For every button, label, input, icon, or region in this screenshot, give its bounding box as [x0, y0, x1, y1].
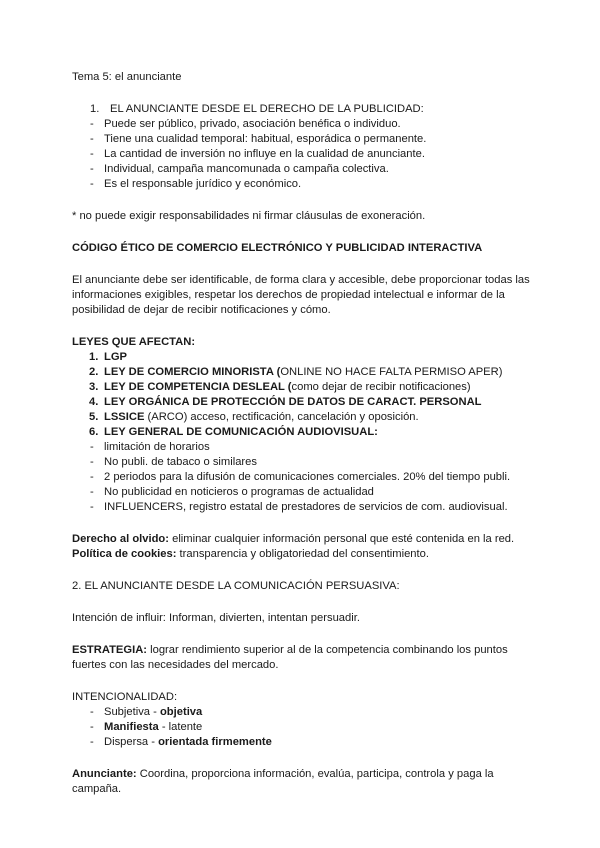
anunciante-paragraph	[72, 767, 532, 797]
list-item: - No publicidad en noticieros o programas de actualidad	[72, 485, 532, 500]
item-part-b: - latente	[158, 721, 203, 733]
item-part-a: Dispersa -	[104, 736, 159, 748]
ley-name: LEY GENERAL DE COMUNICACIÓN AUDIOVISUAL:	[104, 426, 378, 438]
ley-number: 5.	[89, 411, 99, 423]
ley-item	[72, 380, 532, 395]
ley-item	[72, 395, 532, 410]
politica-cookies-text: transparencia y obligatoriedad del consentimiento.	[176, 548, 429, 560]
section-1-number: 1.	[90, 103, 100, 115]
document-page	[72, 70, 532, 797]
ley-item	[72, 365, 532, 380]
ley-item	[72, 410, 532, 425]
item-part-a: Subjetiva -	[104, 706, 160, 718]
ley-detail: como dejar de recibir notificaciones)	[291, 381, 471, 393]
estrategia-label: ESTRATEGIA:	[72, 644, 147, 656]
list-item: - limitación de horarios	[72, 440, 532, 455]
politica-cookies-label: Política de cookies:	[72, 548, 177, 560]
list-item	[72, 735, 532, 750]
list-item: - La cantidad de inversión no influye en la cualidad de anunciante.	[72, 147, 532, 162]
ley-name: LEY DE COMPETENCIA DESLEAL (	[104, 381, 292, 393]
ley-number: 2.	[89, 366, 99, 378]
list-item: - Es el responsable jurídico y económico.	[72, 177, 532, 192]
ley-item	[72, 425, 532, 440]
estrategia-paragraph	[72, 643, 532, 673]
list-item: - No publi. de tabaco o similares	[72, 455, 532, 470]
item-part-b: orientada firmemente	[158, 736, 272, 748]
code-heading: CÓDIGO ÉTICO DE COMERCIO ELECTRÓNICO Y PUBLICIDAD INTERACTIVA	[72, 242, 483, 254]
section-2-heading: 2. EL ANUNCIANTE DESDE LA COMUNICACIÓN PERSUASIVA:	[72, 580, 400, 592]
list-item: - INFLUENCERS, registro estatal de prestadores de servicios de com. audiovisual.	[72, 500, 532, 515]
anunciante-derecho-list	[72, 117, 532, 192]
item-part-b: objetiva	[159, 706, 203, 718]
list-item: - Individual, campaña mancomunada o campaña colectiva.	[72, 162, 532, 177]
anunciante-text: Coordina, proporciona información, evalúa, participa, controla y paga la campaña.	[72, 768, 494, 795]
ley-name: LEY DE COMERCIO MINORISTA (	[104, 366, 281, 378]
ley-number: 1.	[89, 351, 99, 363]
audiovisual-list	[72, 440, 532, 515]
ley-name: LEY ORGÁNICA DE PROTECCIÓN DE DATOS DE CARACT. PERSONAL	[104, 396, 482, 408]
section-1-text: EL ANUNCIANTE DESDE EL DERECHO DE LA PUBLICIDAD:	[110, 103, 424, 115]
ley-name: LSSICE	[104, 411, 145, 423]
estrategia-text: lograr rendimiento superior al de la competencia combinando los puntos fuertes con las necesidades del mercado.	[72, 644, 508, 671]
ley-name: LGP	[104, 351, 127, 363]
ley-number: 3.	[89, 381, 99, 393]
derecho-olvido-text: eliminar cualquier información personal que esté contenida en la red.	[168, 533, 515, 545]
code-paragraph: El anunciante debe ser identificable, de forma clara y accesible, debe proporcionar todas las informaciones exigibles, respetar los derechos de propiedad intelectual e informar de la posibilidad de dejar de recibir notificaciones y cómo.	[72, 274, 530, 316]
section-1-heading	[72, 102, 532, 117]
doc-title: Tema 5: el anunciante	[72, 71, 182, 83]
derecho-olvido-label: Derecho al olvido:	[72, 533, 169, 545]
derecho-olvido	[72, 532, 532, 547]
list-item	[72, 720, 532, 735]
ley-number: 4.	[89, 396, 99, 408]
leyes-list	[72, 350, 532, 440]
item-part-a: Manifiesta	[104, 721, 159, 733]
list-item: - 2 periodos para la difusión de comunicaciones comerciales. 20% del tiempo publi.	[72, 470, 532, 485]
politica-cookies	[72, 547, 532, 562]
list-item	[72, 705, 532, 720]
intencionalidad-list	[72, 705, 532, 750]
list-item: - Puede ser público, privado, asociación benéfica o individuo.	[72, 117, 532, 132]
ley-item	[72, 350, 532, 365]
intencion-paragraph: Intención de influir: Informan, divierten, intentan persuadir.	[72, 612, 360, 624]
intencionalidad-heading: INTENCIONALIDAD:	[72, 691, 178, 703]
anunciante-label: Anunciante:	[72, 768, 137, 780]
ley-detail: (ARCO) acceso, rectificación, cancelación y oposición.	[144, 411, 419, 423]
note: * no puede exigir responsabilidades ni firmar cláusulas de exoneración.	[72, 210, 426, 222]
ley-detail: ONLINE NO HACE FALTA PERMISO APER)	[280, 366, 503, 378]
ley-number: 6.	[89, 426, 99, 438]
leyes-heading: LEYES QUE AFECTAN:	[72, 336, 196, 348]
list-item: - Tiene una cualidad temporal: habitual, esporádica o permanente.	[72, 132, 532, 147]
